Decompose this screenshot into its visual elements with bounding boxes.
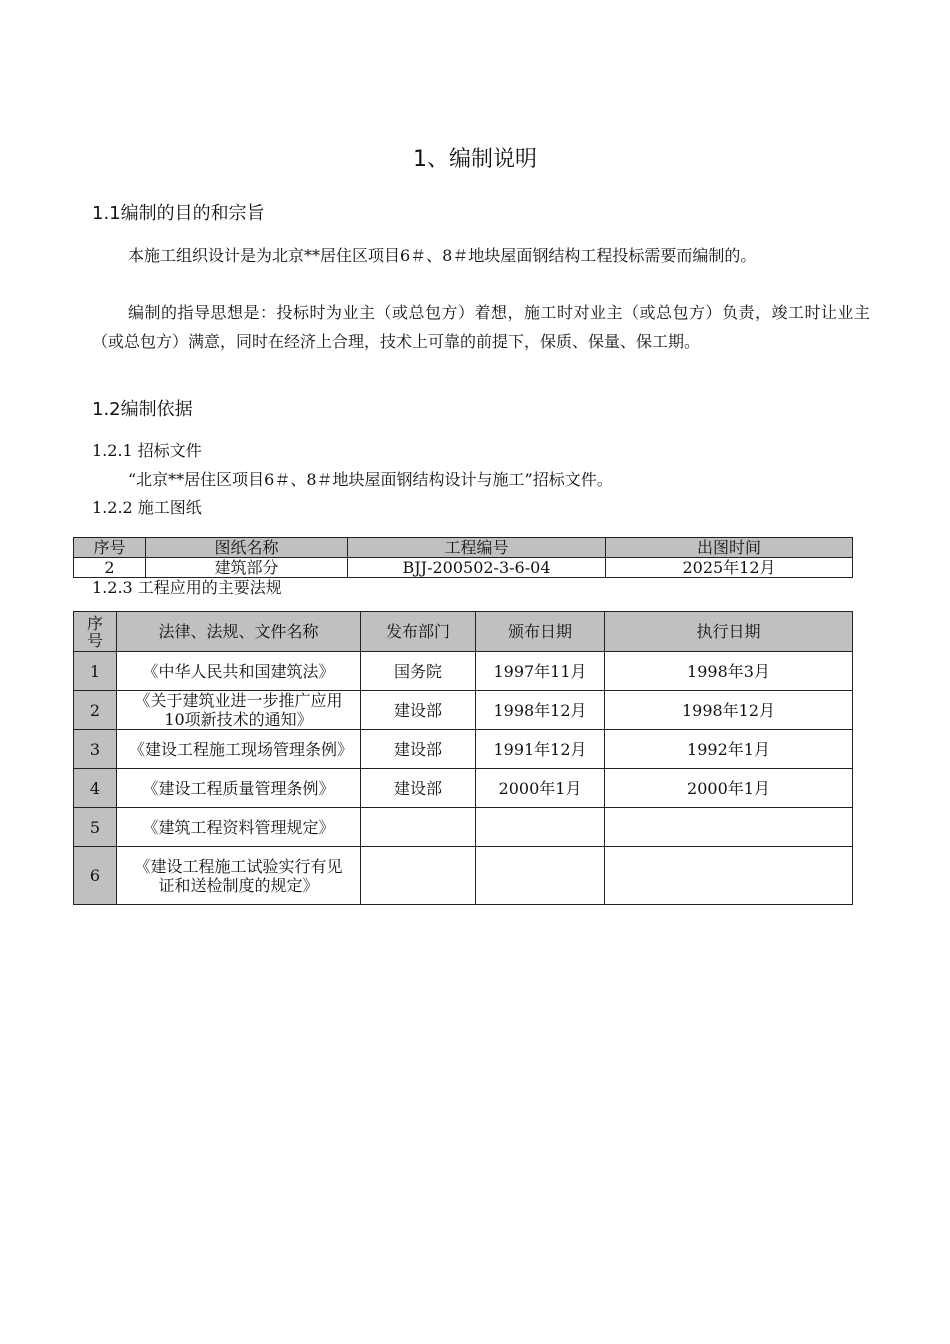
table-header-row: [74, 612, 853, 652]
promulgation-date: 1991年12月: [476, 730, 605, 769]
header-cell: 序号: [74, 612, 117, 652]
paragraph-purpose: 本施工组织设计是为北京**居住区项目6＃、8＃地块屋面钢结构工程投标需要而编制的。: [128, 246, 757, 265]
effective-date: 2000年1月: [605, 769, 853, 808]
effective-date: 1998年3月: [605, 652, 853, 691]
law-name: 《建设工程质量管理条例》: [117, 769, 361, 808]
table-row: [74, 847, 853, 905]
table-cell: 建筑部分: [146, 558, 348, 578]
law-name: 《中华人民共和国建筑法》: [117, 652, 361, 691]
row-number: 2: [74, 691, 117, 730]
laws-table: [73, 611, 853, 905]
table-row: [74, 769, 853, 808]
subsection-label-1-2-2: 1.2.2 施工图纸: [92, 498, 202, 517]
law-name: 《关于建筑业进一步推广应用10项新技术的通知》: [117, 691, 361, 730]
law-name: 《建设工程施工试验实行有见证和送检制度的规定》: [117, 847, 361, 905]
table-cell: BJJ-200502-3-6-04: [348, 558, 606, 578]
issuing-department: [361, 808, 476, 847]
row-number: 5: [74, 808, 117, 847]
effective-date: 1992年1月: [605, 730, 853, 769]
table-row: [74, 808, 853, 847]
section-heading-1-2: 1.2编制依据: [92, 399, 193, 420]
promulgation-date: 1998年12月: [476, 691, 605, 730]
drawings-table: [73, 537, 853, 578]
header-cell: 序号: [74, 538, 146, 558]
table-header-row: [74, 538, 853, 558]
table-cell: 2: [74, 558, 146, 578]
promulgation-date: 1997年11月: [476, 652, 605, 691]
header-cell: 颁布日期: [476, 612, 605, 652]
header-cell: 工程编号: [348, 538, 606, 558]
header-cell: 发布部门: [361, 612, 476, 652]
law-name: 《建筑工程资料管理规定》: [117, 808, 361, 847]
subsection-label-1-2-1: 1.2.1 招标文件: [92, 441, 202, 460]
row-number: 1: [74, 652, 117, 691]
table-row: [74, 730, 853, 769]
law-name: 《建设工程施工现场管理条例》: [117, 730, 361, 769]
header-cell: 出图时间: [606, 538, 853, 558]
header-cell: 图纸名称: [146, 538, 348, 558]
table-cell: 2025年12月: [606, 558, 853, 578]
promulgation-date: [476, 847, 605, 905]
page-title: 1、编制说明: [413, 147, 537, 172]
effective-date: [605, 808, 853, 847]
promulgation-date: 2000年1月: [476, 769, 605, 808]
paragraph-guiding-idea: 编制的指导思想是：投标时为业主（或总包方）着想，施工时对业主（或总包方）负责，竣工时让业主（或总包方）满意，同时在经济上合理，技术上可靠的前提下，保质、保量、保工期。: [92, 303, 870, 351]
issuing-department: [361, 847, 476, 905]
issuing-department: 建设部: [361, 730, 476, 769]
row-number: 4: [74, 769, 117, 808]
header-cell: 法律、法规、文件名称: [117, 612, 361, 652]
promulgation-date: [476, 808, 605, 847]
tender-document-text: “北京**居住区项目6＃、8＃地块屋面钢结构设计与施工”招标文件。: [128, 470, 613, 489]
header-cell: 执行日期: [605, 612, 853, 652]
issuing-department: 国务院: [361, 652, 476, 691]
subsection-label-1-2-3: 1.2.3 工程应用的主要法规: [92, 578, 282, 597]
row-number: 3: [74, 730, 117, 769]
row-number: 6: [74, 847, 117, 905]
section-heading-1-1: 1.1编制的目的和宗旨: [92, 203, 265, 224]
effective-date: 1998年12月: [605, 691, 853, 730]
issuing-department: 建设部: [361, 769, 476, 808]
table-row: [74, 691, 853, 730]
table-row: [74, 558, 853, 578]
effective-date: [605, 847, 853, 905]
issuing-department: 建设部: [361, 691, 476, 730]
table-row: [74, 652, 853, 691]
